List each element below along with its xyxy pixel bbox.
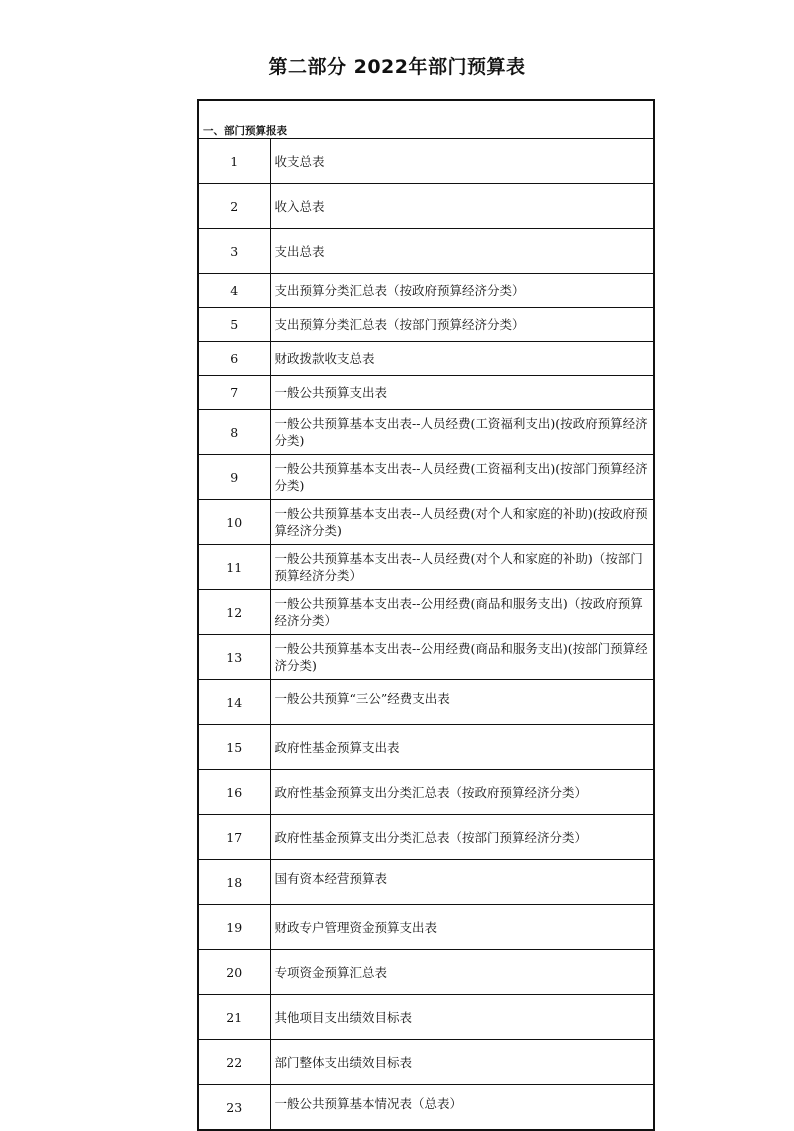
table-row — [198, 770, 654, 815]
table-row — [198, 308, 654, 342]
row-number: 16 — [198, 770, 270, 815]
table-row — [198, 410, 654, 455]
report-name: 一般公共预算基本支出表--人员经费(工资福利支出)(按部门预算经济分类) — [270, 455, 654, 500]
budget-table-index — [197, 99, 655, 1131]
report-name: 支出预算分类汇总表（按部门预算经济分类） — [270, 308, 654, 342]
table-row — [198, 725, 654, 770]
table-row — [198, 184, 654, 229]
report-name: 支出总表 — [270, 229, 654, 274]
row-number: 6 — [198, 342, 270, 376]
table-row — [198, 229, 654, 274]
table-row — [198, 274, 654, 308]
table-row — [198, 376, 654, 410]
table-row — [198, 860, 654, 905]
row-number: 3 — [198, 229, 270, 274]
row-number: 11 — [198, 545, 270, 590]
report-name: 一般公共预算基本支出表--人员经费(对个人和家庭的补助)(按政府预算经济分类) — [270, 500, 654, 545]
table-row — [198, 342, 654, 376]
row-number: 23 — [198, 1085, 270, 1131]
report-name: 专项资金预算汇总表 — [270, 950, 654, 995]
report-name: 一般公共预算基本支出表--公用经费(商品和服务支出)（按政府预算经济分类） — [270, 590, 654, 635]
row-number: 4 — [198, 274, 270, 308]
table-row — [198, 1085, 654, 1131]
section-heading: 一、部门预算报表 — [198, 100, 654, 139]
row-number: 8 — [198, 410, 270, 455]
section-row — [198, 100, 654, 139]
row-number: 2 — [198, 184, 270, 229]
report-name: 部门整体支出绩效目标表 — [270, 1040, 654, 1085]
row-number: 20 — [198, 950, 270, 995]
report-name: 一般公共预算“三公”经费支出表 — [270, 680, 654, 725]
row-number: 18 — [198, 860, 270, 905]
table-row — [198, 1040, 654, 1085]
row-number: 12 — [198, 590, 270, 635]
report-name: 收支总表 — [270, 139, 654, 184]
row-number: 21 — [198, 995, 270, 1040]
report-name: 政府性基金预算支出分类汇总表（按部门预算经济分类） — [270, 815, 654, 860]
report-name: 政府性基金预算支出表 — [270, 725, 654, 770]
table-row — [198, 905, 654, 950]
row-number: 7 — [198, 376, 270, 410]
report-name: 一般公共预算基本支出表--人员经费(对个人和家庭的补助)（按部门预算经济分类） — [270, 545, 654, 590]
report-name: 一般公共预算基本支出表--人员经费(工资福利支出)(按政府预算经济分类) — [270, 410, 654, 455]
report-name: 一般公共预算支出表 — [270, 376, 654, 410]
report-name: 其他项目支出绩效目标表 — [270, 995, 654, 1040]
row-number: 1 — [198, 139, 270, 184]
table-row — [198, 635, 654, 680]
report-name: 财政拨款收支总表 — [270, 342, 654, 376]
table-row — [198, 455, 654, 500]
table-row — [198, 995, 654, 1040]
report-name: 收入总表 — [270, 184, 654, 229]
page-title: 第二部分 2022年部门预算表 — [268, 56, 526, 78]
row-number: 19 — [198, 905, 270, 950]
table-row — [198, 815, 654, 860]
table-row — [198, 590, 654, 635]
table-row — [198, 680, 654, 725]
report-name: 国有资本经营预算表 — [270, 860, 654, 905]
report-name: 一般公共预算基本情况表（总表） — [270, 1085, 654, 1131]
table-row — [198, 545, 654, 590]
row-number: 22 — [198, 1040, 270, 1085]
report-name: 财政专户管理资金预算支出表 — [270, 905, 654, 950]
row-number: 10 — [198, 500, 270, 545]
row-number: 14 — [198, 680, 270, 725]
row-number: 13 — [198, 635, 270, 680]
table-row — [198, 139, 654, 184]
report-name: 政府性基金预算支出分类汇总表（按政府预算经济分类） — [270, 770, 654, 815]
table-row — [198, 950, 654, 995]
table-row — [198, 500, 654, 545]
row-number: 9 — [198, 455, 270, 500]
report-name: 一般公共预算基本支出表--公用经费(商品和服务支出)(按部门预算经济分类) — [270, 635, 654, 680]
row-number: 17 — [198, 815, 270, 860]
row-number: 5 — [198, 308, 270, 342]
report-name: 支出预算分类汇总表（按政府预算经济分类） — [270, 274, 654, 308]
row-number: 15 — [198, 725, 270, 770]
